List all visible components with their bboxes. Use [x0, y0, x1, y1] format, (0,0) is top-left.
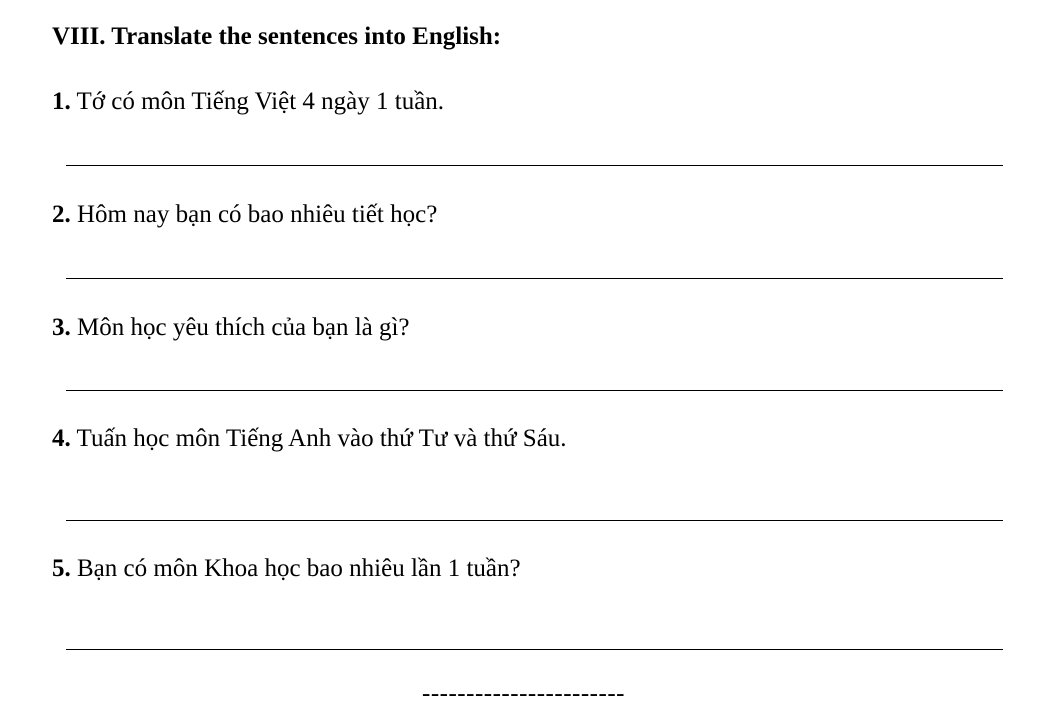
question-text: Hôm nay bạn có bao nhiêu tiết học?	[70, 201, 438, 228]
question-5	[52, 555, 521, 583]
question-text: Tuấn học môn Tiếng Anh vào thứ Tư và thứ Sáu.	[70, 425, 567, 452]
exercise-heading: VIII. Translate the sentences into English:	[52, 23, 502, 50]
question-4	[52, 425, 567, 453]
answer-line-4[interactable]	[66, 520, 1003, 521]
question-text: Môn học yêu thích của bạn là gì?	[70, 314, 410, 341]
answer-line-3[interactable]	[66, 390, 1003, 391]
question-number: 2.	[52, 201, 71, 228]
question-number: 3.	[52, 314, 71, 341]
question-2	[52, 201, 437, 229]
answer-line-5[interactable]	[66, 649, 1003, 650]
question-number: 4.	[52, 425, 71, 452]
question-3	[52, 314, 410, 342]
question-text: Bạn có môn Khoa học bao nhiêu lần 1 tuần?	[70, 555, 521, 582]
question-number: 1.	[52, 88, 71, 115]
answer-line-1[interactable]	[66, 165, 1003, 166]
end-marker: -----------------------	[422, 680, 625, 707]
question-1	[52, 88, 444, 116]
question-text: Tớ có môn Tiếng Việt 4 ngày 1 tuần.	[70, 88, 445, 115]
question-number: 5.	[52, 555, 71, 582]
answer-line-2[interactable]	[66, 278, 1003, 279]
